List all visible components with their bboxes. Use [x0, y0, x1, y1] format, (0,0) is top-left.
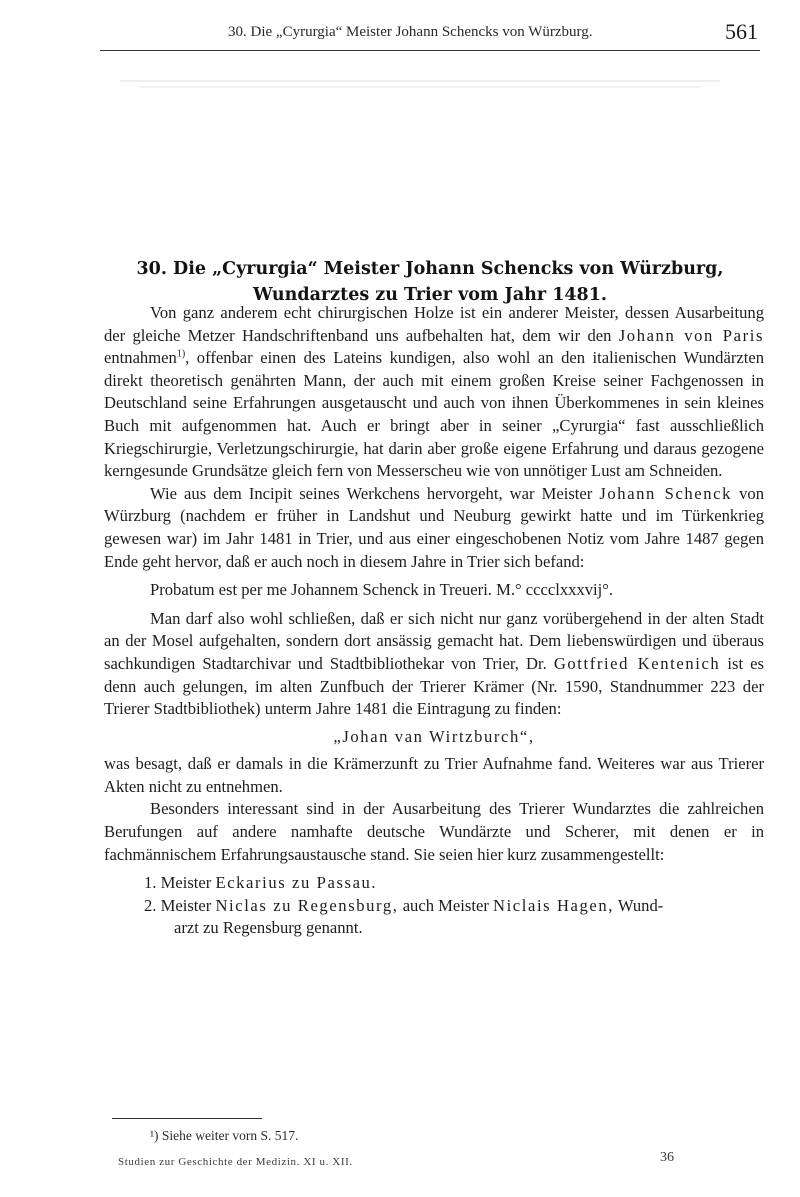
incipit-quote: Probatum est per me Johannem Schenck in Treueri. M.° cccclxxxvij°.	[150, 580, 614, 600]
paragraph-5: Besonders interessant sind in der Ausarbeitung des Trierer Wundarztes die zahlreichen Berufungen auf andere namhafte deutsche Wundärzte und Scherer, mit denen er in fachmännischem Erfahrungsaustausche stand. Sie seien hier kurz zusammengestellt:	[104, 799, 764, 864]
list-item-1	[104, 872, 764, 895]
paragraph-3-text-a: Man darf also wohl schließen, daß er sich nicht nur ganz vorübergehend in der alten Stadt an der Mosel aufgehalten, sondern dort ansässig gemacht hat. Dem liebenswürdigen und überaus sachkundigen Stadtarchivar und Stadtbibliothekar von Trier, Dr.	[104, 608, 764, 673]
paragraph-3-text-b: ist es denn auch gelungen, im alten Zunfbuch der Trierer Krämer (Nr. 1590, Standnummer 223 der Trierer Stadtbibliothek) unterm Jahre 1481 die Eintragung zu finden:	[104, 653, 764, 719]
chapter-heading-line-2: Wundarztes zu Trier vom Jahr 1481.	[252, 284, 607, 305]
guild-entry-quote: „Johan van Wirtzburch“,	[333, 726, 535, 746]
paragraph-4: was besagt, daß er damals in die Krämerzunft zu Trier Aufnahme fand. Weiteres war aus Trierer Akten nicht zu entnehmen.	[104, 754, 764, 796]
running-head	[100, 19, 760, 51]
list-item-2-label: 2. Meister	[144, 895, 212, 915]
printer-signature: 36	[660, 1150, 674, 1165]
show-through-shading	[110, 78, 750, 92]
list-item-2-name-2: Niclais Hagen,	[493, 895, 615, 915]
chapter-heading	[100, 256, 760, 308]
list-item-2	[104, 895, 764, 918]
list-item-2-name: Niclas zu Regensburg,	[215, 895, 399, 915]
footnote-rule	[112, 1118, 262, 1119]
paragraph-3-name: Gottfried Kentenich	[553, 653, 721, 673]
paragraph-1	[104, 302, 764, 483]
list-item-2-text: auch Meister	[402, 895, 489, 915]
show-through-marks	[110, 78, 750, 92]
chapter-heading-line-1: 30. Die „Cyrurgia“ Meister Johann Schencks von Würzburg,	[136, 258, 724, 279]
body-text	[104, 302, 764, 940]
paragraph-2	[104, 483, 764, 573]
paragraph-1-text-a: Von ganz anderem echt chirurgischen Holze ist ein anderer Meister, dessen Ausarbeitung der gleiche Metzer Handschriftenband uns aufbehalten hat, dem wir den	[104, 303, 764, 345]
list-item-1-name: Eckarius zu Passau.	[215, 873, 378, 893]
page-number: 561	[725, 19, 758, 44]
paragraph-2-name: Johann Schenck	[599, 483, 733, 503]
list-item-1-label: 1. Meister	[144, 873, 212, 893]
running-head-title: 30. Die „Cyrurgia“ Meister Johann Schencks von Würzburg.	[228, 24, 593, 40]
paragraph-1-text-c: , offenbar einen des Lateins kundigen, also wohl an den italienischen Wundärzten direkt theoretisch genährten Mann, der auch mit einem großen Kreise seiner Fachgenossen in Deutschland seine Erfahrungen ausgetauscht und auch von ihnen Überkommenes in sein kleines Buch mit aufgenommen hat. Auch er bringt aber in seiner „Cyrurgia“ fast ausschließlich Kriegschirurgie, Verletzungschirurgie, hat darin aber große eigene Erfahrung und daraus gezogene kerngesunde Grundsätze gleich fern von Messerscheu wie von unnötiger Lust am Schneiden.	[104, 348, 764, 481]
list-item-2-text-c: Wund-	[617, 895, 664, 915]
paragraph-1-name: Johann von Paris	[618, 325, 764, 345]
paragraph-2-text-b: von Würzburg (nachdem er früher in Landshut und Neuburg gewirkt hatte und im Türkenkrieg gewesen war) im Jahr 1481 in Trier, und aus einer eingeschobenen Notiz vom Jahre 1487 gegen Ende geht hervor, daß er auch noch in diesem Jahre in Trier sich befand:	[104, 483, 764, 571]
list-item-2-continuation: arzt zu Regensburg genannt.	[174, 918, 363, 938]
paragraph-2-text-a: Wie aus dem Incipit seines Werkchens hervorgeht, war Meister	[150, 483, 593, 503]
paragraph-1-text-b: entnahmen	[104, 348, 177, 368]
paragraph-3	[104, 608, 764, 721]
footnote: ¹) Siehe weiter vorn S. 517.	[150, 1128, 299, 1143]
imprint-line: Studien zur Geschichte der Medizin. XI u. XII.	[118, 1156, 353, 1168]
footnote-reference: 1)	[176, 348, 186, 360]
